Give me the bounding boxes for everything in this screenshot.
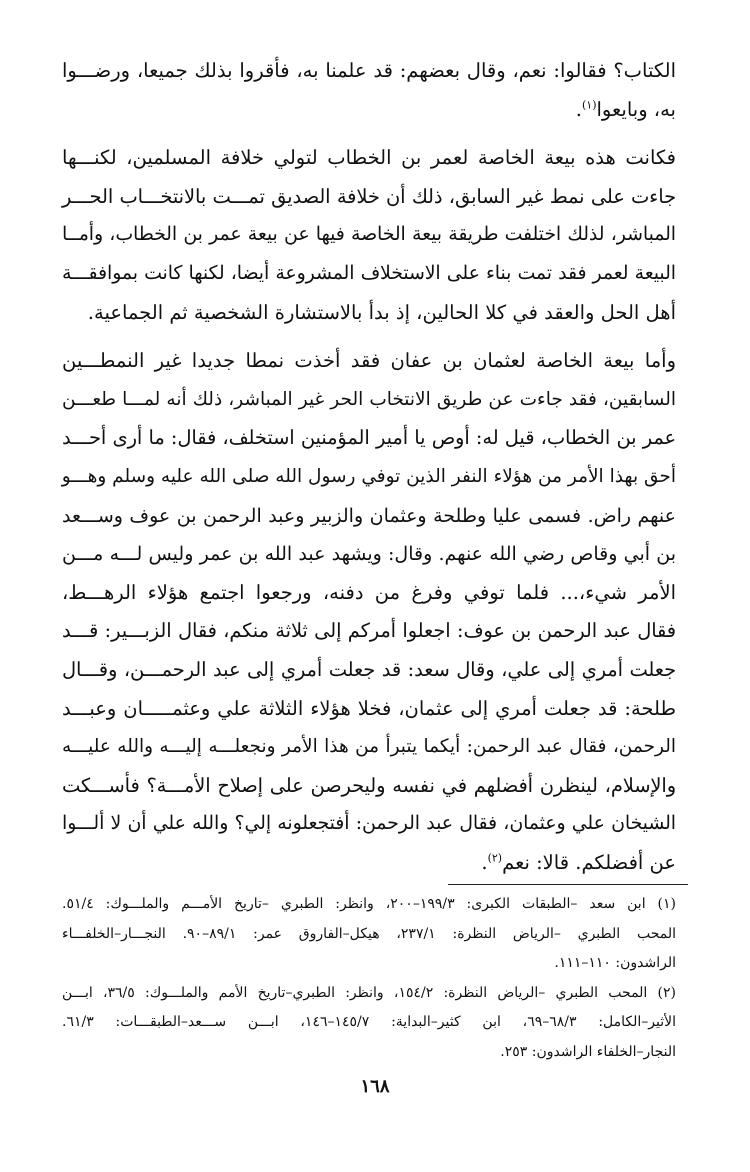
text-line: جاءت على نمط غير السابق، ذلك أن خلافة الصديق تمـــت بالانتخـــاب الحـــر	[62, 184, 676, 208]
punctuation: .	[575, 97, 582, 121]
footnote-1	[62, 890, 676, 979]
text-line: والإسلام، لينظرن أفضلهم في نفسه وليحرصن على إصلاح الأمـــة؟ فأســـكت	[62, 773, 676, 797]
footnote-line: (١) ابن سعد –الطبقات الكبرى: ١٩٩/٣–٢٠٠، وانظر: الطبري –تاريخ الأمـــم والملـــوك: ٥١/٤.	[62, 896, 676, 912]
footnote-divider	[448, 884, 688, 885]
footnote-line: الأثير–الكامل: ٦٨/٣–٦٩، ابن كثير–البداية: ١٤٥/٧–١٤٦، ابـــن ســـعد–الطبقـــات: ٦١/٣.	[62, 1014, 677, 1030]
footnote-2	[62, 979, 676, 1068]
footnote-line: النجار–الخلفاء الراشدون: ٢٥٣.	[500, 1043, 676, 1060]
text-line: بن أبي وقاص رضي الله عنهم. وقال: ويشهد عبد الله بن عمر وليس لـــه مـــن	[62, 543, 676, 566]
text-line: أحق بهذا الأمر من هؤلاء النفر الذين توفي رسول الله صلى الله عليه وسلم وهـــو	[61, 465, 676, 487]
text-line: فقال عبد الرحمن بن عوف: اجعلوا أمركم إلى ثلاثة منكم، فقال الزبـــير: قـــد	[62, 619, 676, 643]
page-body	[62, 52, 676, 882]
text-line: طلحة: قد جعلت أمري إلى عثمان، فخلا هؤلاء الثلاثة علي وعثمـــــان وعبـــد	[62, 696, 676, 720]
page-number: ١٦٨	[360, 1076, 390, 1097]
text-line: الكتاب؟ فقالوا: نعم، وقال بعضهم: قد علمنا به، فأقروا بذلك جميعا، ورضـــوا	[62, 59, 676, 82]
paragraph-3	[62, 342, 676, 882]
text-segment: عن أفضلكم. قالا: نعم	[502, 850, 676, 874]
text-line: عنهم راض. فسمى عليا وطلحة وعثمان والزبير وعبد الرحمن بن عوف وســـعد	[62, 504, 676, 527]
footnote-ref-1[interactable]: (١)	[581, 98, 597, 112]
footnote-line: المحب الطبري –الرياض النظرة: ٢٣٧/١، هيكل–الفاروق عمر: ٨٩/١–٩٠. النجـــار–الخلفـــاء	[62, 925, 676, 942]
text-line: الأمر شيء،... فلما توفي وفرغ من دفنه، ورجعوا اجتمع هؤلاء الرهـــط،	[62, 580, 676, 604]
text-line: المباشر، لذلك اختلفت طريقة بيعة الخاصة فيها عن بيعة عمر بن الخطاب، وأمــا	[62, 224, 676, 246]
footnote-line: الراشدون: ١١٠–١١١.	[554, 955, 676, 971]
text-line: عمر بن الخطاب، قيل له: أوص يا أمير المؤمنين استخلف، فقال: ما أرى أحـــد	[62, 426, 676, 450]
text-line: وأما بيعة الخاصة لعثمان بن عفان فقد أخذت نمطا جديدا غير النمطـــين	[62, 349, 676, 373]
text-line: أهل الحل والعقد في كلا الحالين، إذ بدأ بالاستشارة الشخصية ثم الجماعية.	[87, 300, 676, 324]
paragraph-1	[62, 52, 676, 129]
text-line	[62, 91, 676, 130]
footnote-line: (٢) المحب الطبري –الرياض النظرة: ١٥٤/٢، وانظر: الطبري–تاريخ الأمم والملـــوك: ٣٦/٥، ابـــن	[62, 984, 677, 1001]
footnote-ref-2[interactable]: (٢)	[487, 851, 503, 865]
footnotes	[62, 890, 676, 1067]
punctuation: .	[481, 850, 488, 874]
text-line: فكانت هذه بيعة الخاصة لعمر بن الخطاب لتولي خلافة المسلمين، لكنـــها	[62, 146, 676, 170]
text-line: الشيخان علي وعثمان، فقال عبد الرحمن: أفتجعلونه إلي؟ والله علي أن لا ألـــوا	[62, 813, 676, 835]
text-line: جعلت أمري إلى علي، وقال سعد: قد جعلت أمري إلى عبد الرحمـــن، وقـــال	[62, 657, 676, 681]
text-line: البيعة لعمر فقد تمت بناء على الاستخلاف المشروعة أيضا، لكنها كانت بموافقـــة	[62, 262, 676, 284]
text-line	[62, 844, 676, 883]
text-line: السابقين، فقد جاءت عن طريق الانتخاب الحر غير المباشر، ذلك أنه لمـــا طعـــن	[62, 388, 676, 410]
text-segment: به، وبايعوا	[596, 97, 676, 121]
text-line: الرحمن، فقال عبد الرحمن: أيكما يتبرأ من هذا الأمر ونجعلـــه إليـــه والله عليـــه	[62, 736, 676, 758]
paragraph-2	[62, 139, 676, 332]
